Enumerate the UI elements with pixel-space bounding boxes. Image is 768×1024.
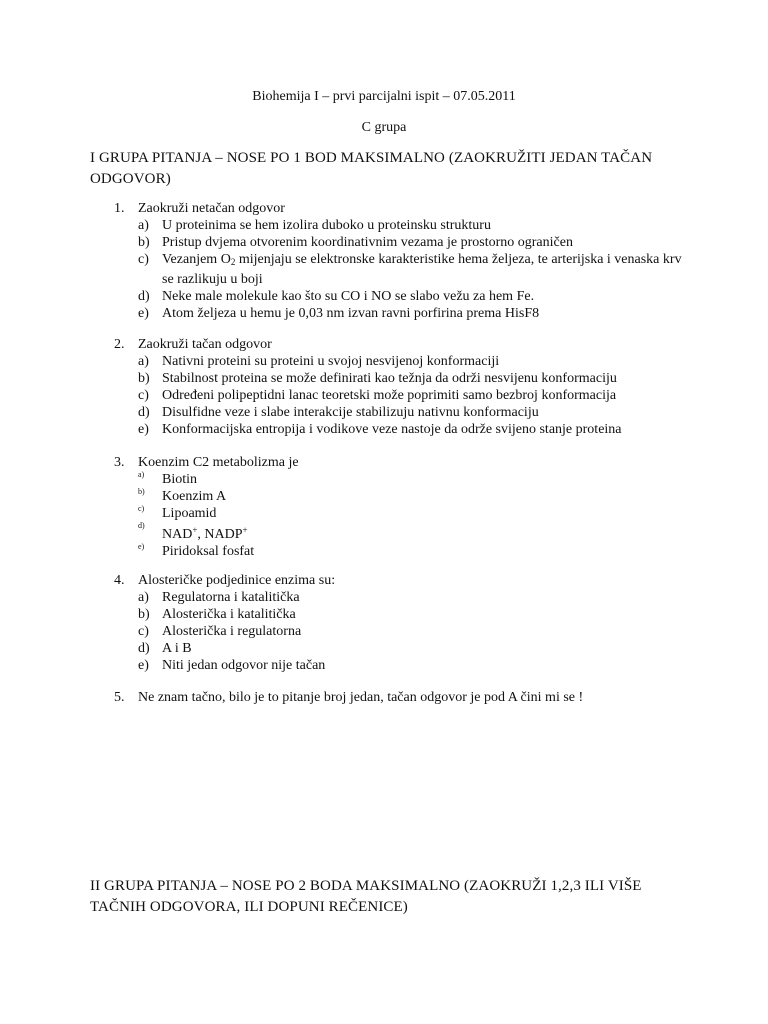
option-text: Alosterička i katalitička: [162, 607, 296, 622]
option-letter: a): [138, 218, 149, 233]
question-1-text: Zaokruži netačan odgovor: [138, 201, 285, 216]
question-4-option-b: [114, 606, 704, 623]
section-2-heading: [90, 876, 690, 918]
superscript: +: [242, 525, 248, 535]
option-text: A i B: [162, 641, 192, 656]
option-letter: e): [138, 422, 149, 437]
option-text: Lipoamid: [162, 506, 217, 521]
option-text-part: Vezanjem O: [162, 252, 231, 267]
question-2-option-d: [114, 404, 704, 421]
option-letter: b): [138, 235, 150, 250]
option-text: Pristup dvjema otvorenim koordinativnim vezama je prostorno ograničen: [162, 235, 573, 250]
question-3-text: Koenzim C2 metabolizma je: [138, 455, 299, 470]
question-3-option-d: [114, 522, 704, 543]
question-5-number: 5.: [114, 690, 125, 705]
option-letter: a): [138, 590, 149, 605]
question-4-option-a: [114, 589, 704, 606]
option-text: Alosterička i regulatorna: [162, 624, 302, 639]
option-letter: c): [138, 252, 149, 267]
question-5-text: Ne znam tačno, bilo je to pitanje broj jedan, tačan odgovor je pod A čini mi se !: [138, 690, 584, 705]
option-text: Konformacijska entropija i vodikove veze nastoje da održe svijeno stanje proteina: [162, 422, 622, 437]
option-text: Piridoksal fosfat: [162, 544, 255, 559]
question-1-option-a: [114, 217, 704, 234]
option-text: Atom željeza u hemu je 0,03 nm izvan ravni porfirina prema HisF8: [162, 306, 540, 321]
question-3-number: 3.: [114, 455, 125, 470]
option-letter: a): [138, 354, 149, 369]
question-2-text: Zaokruži tačan odgovor: [138, 337, 272, 352]
option-letter: b): [138, 607, 150, 622]
question-3: [114, 454, 704, 560]
question-2-number: 2.: [114, 337, 125, 352]
question-2-option-a: [114, 353, 704, 370]
question-2: [114, 336, 704, 438]
option-text: Biotin: [162, 472, 198, 487]
question-2-option-b: [114, 370, 704, 387]
subscript: 2: [230, 257, 236, 267]
option-text-part: mijenjaju se elektronske karakteristike hema željeza, te arterijska i venaska krv se razlikuju u boji: [162, 252, 682, 287]
section-2-heading-line-2: TAČNIH ODGOVORA, ILI DOPUNI REČENICE): [90, 899, 408, 915]
option-letter: c): [138, 504, 145, 513]
option-text: [162, 251, 692, 288]
question-3-option-b: [114, 488, 704, 505]
option-text: Regulatorna i katalitička: [162, 590, 300, 605]
exam-title: Biohemija I – prvi parcijalni ispit – 07.05.2011: [252, 89, 516, 104]
option-letter: e): [138, 306, 149, 321]
question-1-option-e: [114, 305, 704, 322]
question-3-option-e: [114, 543, 704, 560]
option-letter: d): [138, 521, 145, 530]
question-2-option-e: [114, 421, 704, 438]
question-1-option-d: [114, 288, 704, 305]
option-text: [162, 522, 692, 543]
option-letter: d): [138, 405, 150, 420]
option-letter: d): [138, 289, 150, 304]
option-text: Neke male molekule kao što su CO i NO se slabo vežu za hem Fe.: [162, 289, 535, 304]
question-4-number: 4.: [114, 573, 125, 588]
exam-group: C grupa: [361, 120, 407, 135]
question-1: [114, 200, 704, 322]
section-1-heading-line-1: I GRUPA PITANJA – NOSE PO 1 BOD MAKSIMALNO (ZAOKRUŽITI JEDAN TAČAN: [90, 150, 653, 166]
option-text: Disulfidne veze i slabe interakcije stabilizuju nativnu konformaciju: [162, 405, 539, 420]
option-letter: e): [138, 542, 145, 551]
question-4-option-d: [114, 640, 704, 657]
section-1-heading-line-2: ODGOVOR): [90, 171, 171, 187]
option-text-part: , NADP: [197, 527, 243, 542]
question-1-option-c: [114, 251, 704, 288]
option-text: U proteinima se hem izolira duboko u proteinsku strukturu: [162, 218, 491, 233]
question-2-option-c: [114, 387, 704, 404]
question-1-number: 1.: [114, 201, 125, 216]
question-4: [114, 572, 704, 674]
option-letter: a): [138, 470, 145, 479]
option-letter: c): [138, 624, 149, 639]
section-2-heading-line-1: II GRUPA PITANJA – NOSE PO 2 BODA MAKSIMALNO (ZAOKRUŽI 1,2,3 ILI VIŠE: [90, 878, 642, 894]
question-5: [114, 689, 704, 706]
option-text: Koenzim A: [162, 489, 227, 504]
question-4-text: Alosteričke podjedinice enzima su:: [138, 573, 336, 588]
option-text: Niti jedan odgovor nije tačan: [162, 658, 326, 673]
question-4-option-e: [114, 657, 704, 674]
option-text: Određeni polipeptidni lanac teoretski može poprimiti samo bezbroj konformacija: [162, 388, 617, 403]
question-3-option-c: [114, 505, 704, 522]
option-text: Nativni proteini su proteini u svojoj nesvijenoj konformaciji: [162, 354, 500, 369]
option-letter: d): [138, 641, 150, 656]
question-3-option-a: [114, 471, 704, 488]
question-1-option-b: [114, 234, 704, 251]
superscript: +: [192, 525, 198, 535]
option-letter: b): [138, 371, 150, 386]
option-letter: b): [138, 487, 145, 496]
option-letter: e): [138, 658, 149, 673]
section-1-heading: [90, 148, 690, 190]
question-4-option-c: [114, 623, 704, 640]
option-letter: c): [138, 388, 149, 403]
option-text-part: NAD: [162, 527, 193, 542]
option-text: Stabilnost proteina se može definirati kao težnja da održi nesvijenu konformaciju: [162, 371, 617, 386]
